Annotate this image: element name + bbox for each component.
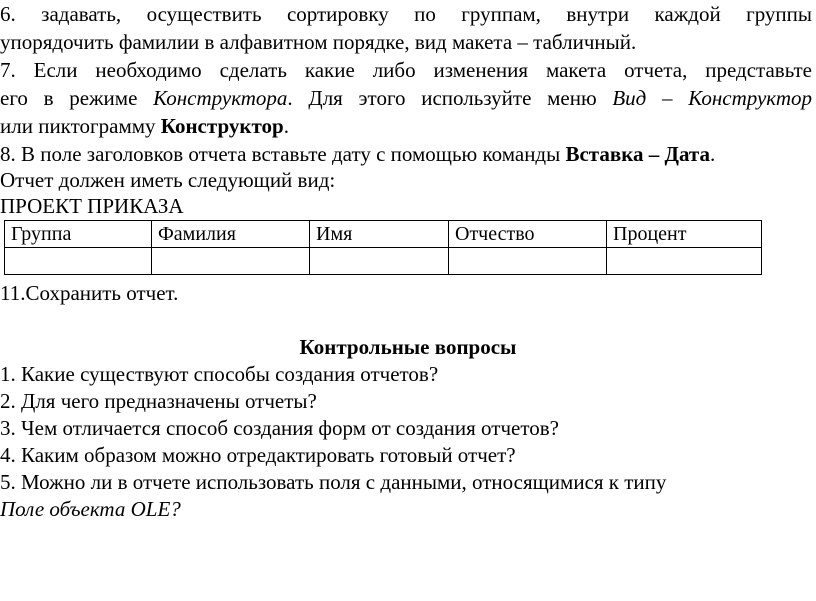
- paragraph-7-text: его в режиме: [0, 86, 154, 110]
- insert-date-command-bold: Вставка – Дата: [565, 142, 710, 166]
- table-header-row: [5, 221, 762, 248]
- paragraph-7-line-3: [0, 112, 289, 140]
- table-header-cell: Группа: [5, 221, 152, 248]
- paragraph-8-line-1: [0, 140, 715, 168]
- question-item: 2. Для чего предназначены отчеты?: [0, 389, 317, 413]
- questions-heading: Контрольные вопросы: [299, 335, 517, 359]
- table-header-cell: Имя: [310, 221, 449, 248]
- question-item: 4. Каким образом можно отредактировать готовый отчет?: [0, 443, 516, 467]
- paragraph-7-text: или пиктограмму: [0, 114, 161, 138]
- paragraph-8-text: 8. В поле заголовков отчета вставьте дату с помощью команды: [0, 142, 566, 166]
- report-layout-table: [4, 220, 762, 275]
- question-item: 3. Чем отличается способ создания форм от создания отчетов?: [0, 416, 559, 440]
- paragraph-7-line-2: [0, 84, 812, 112]
- table-cell: [152, 248, 310, 275]
- paragraph-8-line-2: Отчет должен иметь следующий вид:: [0, 168, 336, 192]
- table-cell: [5, 248, 152, 275]
- table-cell: [449, 248, 607, 275]
- paragraph-6-line-2: упорядочить фамилии в алфавитном порядке, вид макета – табличный.: [0, 30, 637, 54]
- table-header-cell: Фамилия: [152, 221, 310, 248]
- paragraph-7-text: . Для этого используйте меню: [287, 86, 613, 110]
- report-title: ПРОЕКТ ПРИКАЗА: [0, 194, 184, 218]
- question-item-continuation: Поле объекта OLE?: [0, 497, 181, 521]
- table-row: [5, 248, 762, 275]
- paragraph-7-line-1: 7. Если необходимо сделать какие либо изменения макета отчета, представьте: [0, 58, 812, 82]
- paragraph-6-line-1: 6. задавать, осуществить сортировку по группам, внутри каждой группы: [0, 2, 812, 26]
- paragraph-7-text: .: [283, 114, 289, 138]
- menu-path-italic: Вид – Конструктор: [612, 86, 812, 110]
- table-header-cell: Отчество: [449, 221, 607, 248]
- question-item: 5. Можно ли в отчете использовать поля с данными, относящимися к типу: [0, 470, 667, 494]
- constructor-icon-bold: Конструктор: [160, 114, 284, 138]
- question-item: 1. Какие существуют способы создания отчетов?: [0, 362, 439, 386]
- paragraph-11: 11.Сохранить отчет.: [0, 281, 179, 305]
- paragraph-8-text: .: [709, 142, 716, 166]
- table-cell: [607, 248, 762, 275]
- table-cell: [310, 248, 449, 275]
- constructor-mode-italic: Конструктора: [153, 86, 288, 110]
- table-header-cell: Процент: [607, 221, 762, 248]
